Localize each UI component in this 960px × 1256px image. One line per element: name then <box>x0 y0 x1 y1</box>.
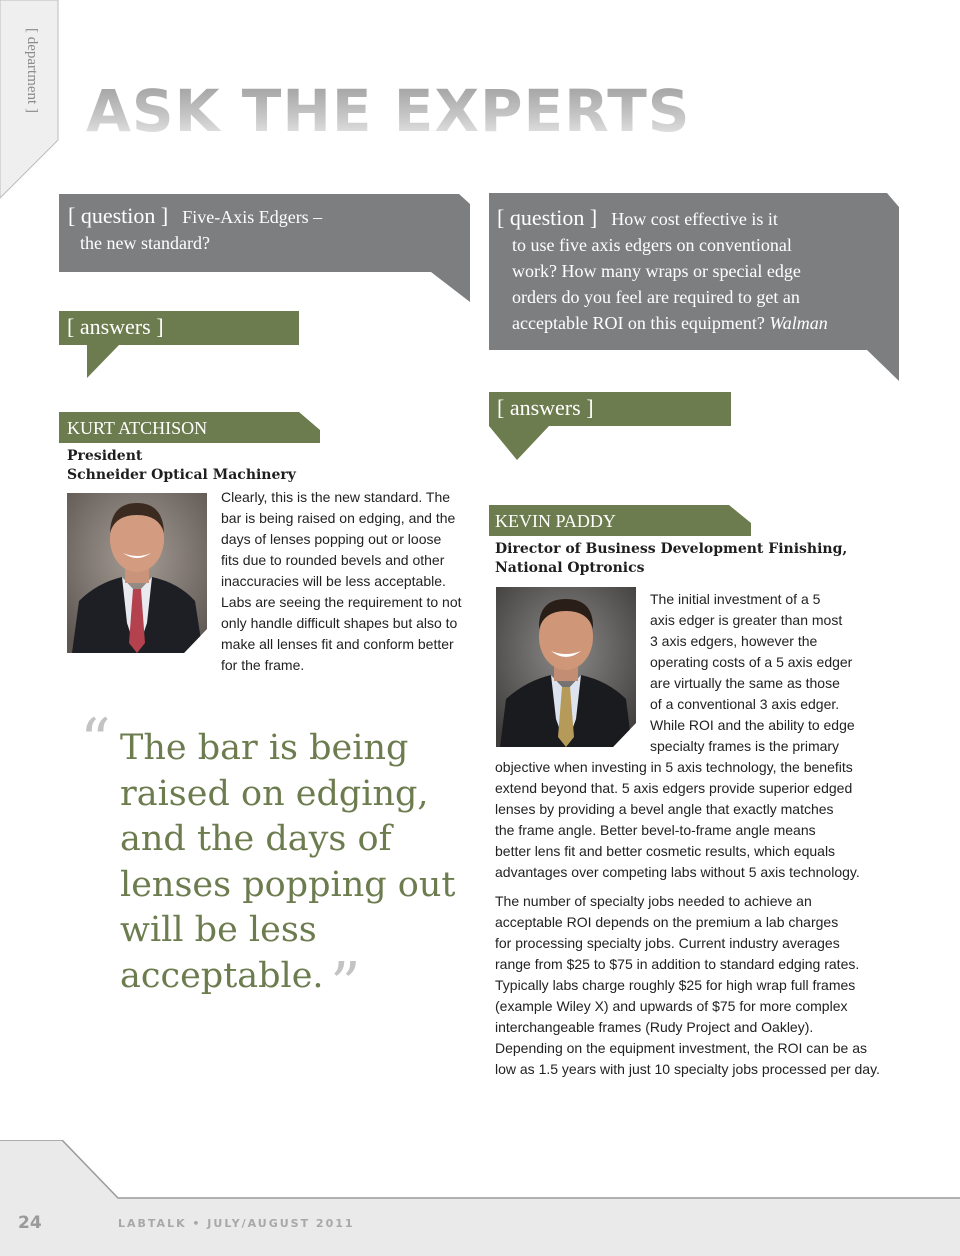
publication-info: LABTALK • JULY/AUGUST 2011 <box>118 1217 355 1230</box>
left-answers-label: [ answers ] <box>67 314 164 339</box>
right-question: [ question ] How cost effective is it to use five axis edgers on conventional work? How many wraps or special edge orders do you feel are required to get an acceptable ROI on this equipment? Walman <box>497 205 828 333</box>
left-answer-text: Clearly, this is the new standard. The bar is being raised on edging, and the days of lenses popping out or loose fits due to rounded bevels and other inaccuracies will be less acceptable. Labs are seeing the requirement to not only handle difficult shapes but also to make all lenses fit and conform better for the frame. <box>221 489 462 673</box>
pull-quote-open-mark: “ <box>80 706 111 776</box>
left-expert-name: KURT ATCHISON <box>67 418 208 438</box>
pull-quote: The bar is being raised on edging, and the days of lenses popping out will be less acceptable. <box>120 728 456 996</box>
pull-quote-close-mark: ” <box>330 950 361 1020</box>
left-expert-company: Schneider Optical Machinery <box>67 467 296 483</box>
kurt-atchison-photo <box>67 493 207 653</box>
footer-band <box>0 1140 960 1256</box>
right-expert-name: KEVIN PADDY <box>495 511 616 531</box>
left-expert-title: President <box>67 448 143 464</box>
right-answer-para2: The number of specialty jobs needed to achieve an acceptable ROI depends on the premium a lab charges for processing specialty jobs. Current industry averages range from $25 to $75 in addition to standard edging rates. Typically labs charge roughly $25 for high wrap full frames (example Wiley X) and upwards of $75 for more complex interchangeable frames (Rudy Project and Oakley). Depending on the equipment investment, the ROI can be as low as 1.5 years with just 10 specialty jobs processed per day. <box>495 893 880 1077</box>
right-expert-title: Director of Business Development Finishing, <box>495 541 848 557</box>
page-title: ASK THE EXPERTS <box>86 77 691 145</box>
right-answers-label: [ answers ] <box>497 395 594 420</box>
question-signature: Walman <box>769 313 828 333</box>
left-question: [ question ] Five-Axis Edgers – the new standard? <box>68 203 323 253</box>
right-answer-wrapped: The initial investment of a 5 axis edger is greater than most 3 axis edgers, however the operating costs of a 5 axis edger are virtually the same as those of a conventional 3 axis edger. While ROI and the ability to edge specialty frames is the primary <box>650 591 855 754</box>
kevin-paddy-photo <box>496 587 636 747</box>
page-number: 24 <box>18 1213 42 1233</box>
right-answer-para1: objective when investing in 5 axis technology, the benefits extend beyond that. 5 axis edgers provide superior edged lenses by providing a bevel angle that exactly matches the frame angle. Better bevel-to-frame angle means better lens fit and better cosmetic results, which equals advantages over competing labs without 5 axis technology. <box>495 759 860 880</box>
department-label: [ department ] <box>24 28 40 113</box>
right-expert-company: National Optronics <box>495 560 645 576</box>
